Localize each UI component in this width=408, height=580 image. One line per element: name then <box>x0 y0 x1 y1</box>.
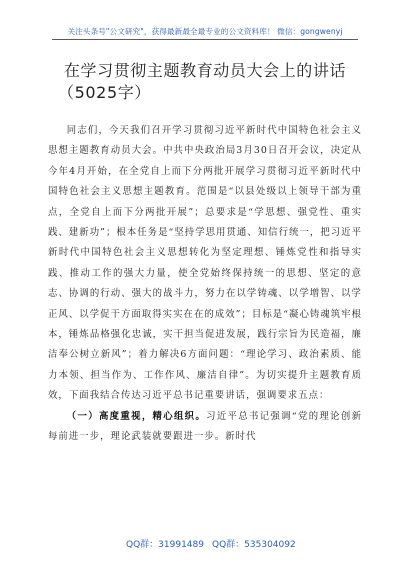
paragraph-intro: 同志们，今天我们召开学习贯彻习近平新时代中国特色社会主义思想主题教育动员大会。中共中央政治局3月30日召开会议，决定从今年4月开始，在全党自上而下分两批开展学习贯彻习近平新时代中国特色社会主义思想主题教育。范围是“以县处级以上领导干部为重点，全党自上而下分两批开展”；总要求是“学思想、强党性、重实践、建新功”；根本任务是“坚持学思用贯通、知信行统一，把习近平新时代中国特色社会主义思想转化为坚定理想、锤炼党性和指导实践、推动工作的强大力量，使全党始终保持统一的思想、坚定的意志、协调的行动、强大的战斗力，努力在以学铸魂、以学增智、以学正风、以学促干方面取得实实在在的成效”；目标是“凝心铸魂筑牢根本，锤炼品格强化忠诚，实干担当促进发展，践行宗旨为民造福，廉洁奉公树立新风”；着力解决6方面问题：“理论学习、政治素质、能力本领、担当作为、工作作风、廉洁自律”。为切实提升主题教育质效，下面我结合传达习近平总书记重要讲话，强调要求五点： <box>48 125 363 402</box>
point-1-text: 习近平总书记强调“党的理论创新每前进一步，理论武装就要跟进一步。新时代 <box>48 410 363 443</box>
paragraph-point-1 <box>48 407 362 448</box>
point-1-heading: （一）高度重视，精心组织。 <box>66 410 207 422</box>
title-line-1: 在学习贯彻主题教育动员大会上的讲话 <box>63 61 347 80</box>
title-line-2: （5025字） <box>58 83 151 102</box>
document-title <box>40 60 370 104</box>
footer-qq-group-2: QQ群：535304092 <box>212 540 296 550</box>
footer-qq-group-1: QQ群：31991489 <box>126 540 204 550</box>
header-banner: 关注头条号"公文研究"，获得最新最全最专业的公文资料库！ 微信：gongwenyj <box>67 27 343 36</box>
document-body <box>48 121 362 448</box>
header-divider <box>52 39 358 40</box>
